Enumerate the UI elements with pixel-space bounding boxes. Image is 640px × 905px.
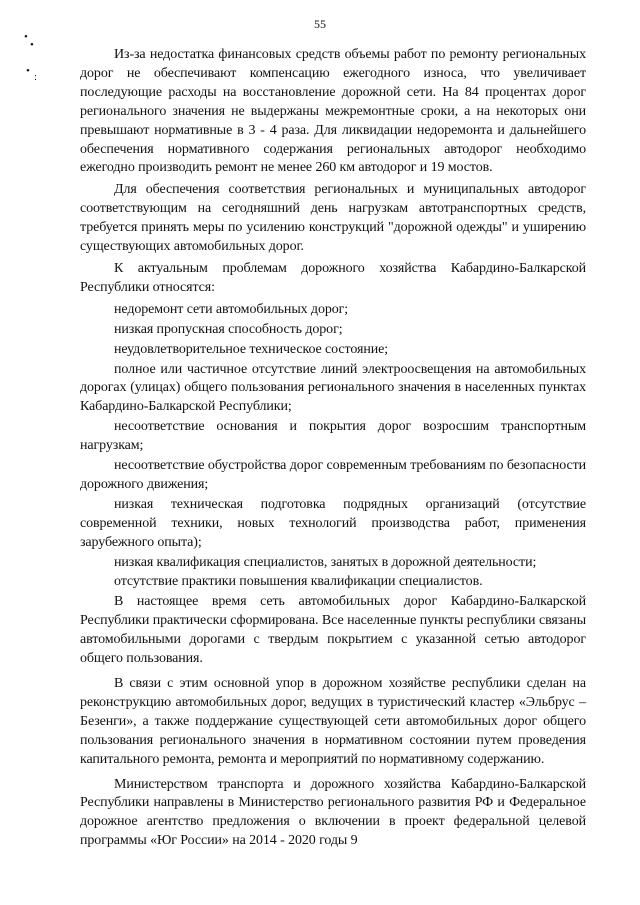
list-item: несоответствие обустройства дорог современным требованиям по безопасности дорожного движения; <box>80 458 586 492</box>
list-item: несоответствие основания и покрытия дорог возросшим транспортным нагрузкам; <box>80 419 586 454</box>
margin-dot: • <box>26 65 30 77</box>
paragraph: Для обеспечения соответствия региональных и муниципальных автодорог соответствующим на сегодняшний день нагрузкам автотранспортных средств, требуется принять меры по усилению конструкций "дорожной одежды" и уширению существующих автомобильных дорог. <box>80 182 586 255</box>
paragraph: Министерством транспорта и дорожного хозяйства Кабардино-Балкарской Республики направлены в Министерство регионального развития РФ и Федеральное дорожное агентство предложения о включении в проект федеральной целевой программы «Юг России» на 2014 - 2020 годы 9 <box>80 776 586 849</box>
list-item: недоремонт сети автомобильных дорог; <box>114 301 349 317</box>
paragraph: К актуальным проблемам дорожного хозяйства Кабардино-Балкарской Республики относятся: <box>80 260 586 295</box>
margin-dot: • <box>30 39 34 51</box>
list-item: неудовлетворительное техническое состояние; <box>114 341 389 357</box>
paragraph: В настоящее время сеть автомобильных дорог Кабардино-Балкарской Республики практически сформирована. Все населенные пункты республики связаны автомобильными дорогами с твердым покрытием с указанной сетью автодорог общего пользования. <box>80 594 586 667</box>
margin-colon: : <box>34 71 38 83</box>
list-item: низкая техническая подготовка подрядных организаций (отсутствие современной техники, новых технологий производства работ, применения зарубежного опыта); <box>80 496 586 550</box>
paragraph: В связи с этим основной упор в дорожном хозяйстве республики сделан на реконструкцию автомобильных дорог, ведущих в туристический кластер «Эльбрус – Безенги», а также поддержание существующей сети автомобильных дорог общего пользования регионального значения в нормативном состоянии путем проведения капитального ремонта, ремонта и мероприятий по нормативному содержанию. <box>80 676 586 767</box>
margin-dot: • <box>24 31 28 43</box>
list-item: отсутствие практики повышения квалификации специалистов. <box>114 574 483 590</box>
paragraph: Из-за недостатка финансовых средств объемы работ по ремонту региональных дорог не обеспечивают компенсацию ежегодного износа, что увеличивает последующие расходы на восстановление дорожной сети. На 84 процентах дорог регионального значения не выдержаны межремонтные сроки, а на некоторых они превышают нормативные в 3 - 4 раза. Для ликвидации недоремонта и дальнейшего обеспечения нормативного содержания региональных автодорог необходимо ежегодно производить ремонт не менее 260 км автодорог и 19 мостов. <box>80 47 586 176</box>
list-item: низкая пропускная способность дорог; <box>114 321 343 337</box>
body-text <box>80 46 586 854</box>
list-item: низкая квалификация специалистов, занятых в дорожной деятельности; <box>114 554 537 570</box>
page-number: 55 <box>314 17 326 31</box>
list-item: полное или частичное отсутствие линий электроосвещения на автомобильных дорогах (улицах) общего пользования регионального значения в населенных пунктах Кабардино-Балкарской Республики; <box>80 361 586 415</box>
